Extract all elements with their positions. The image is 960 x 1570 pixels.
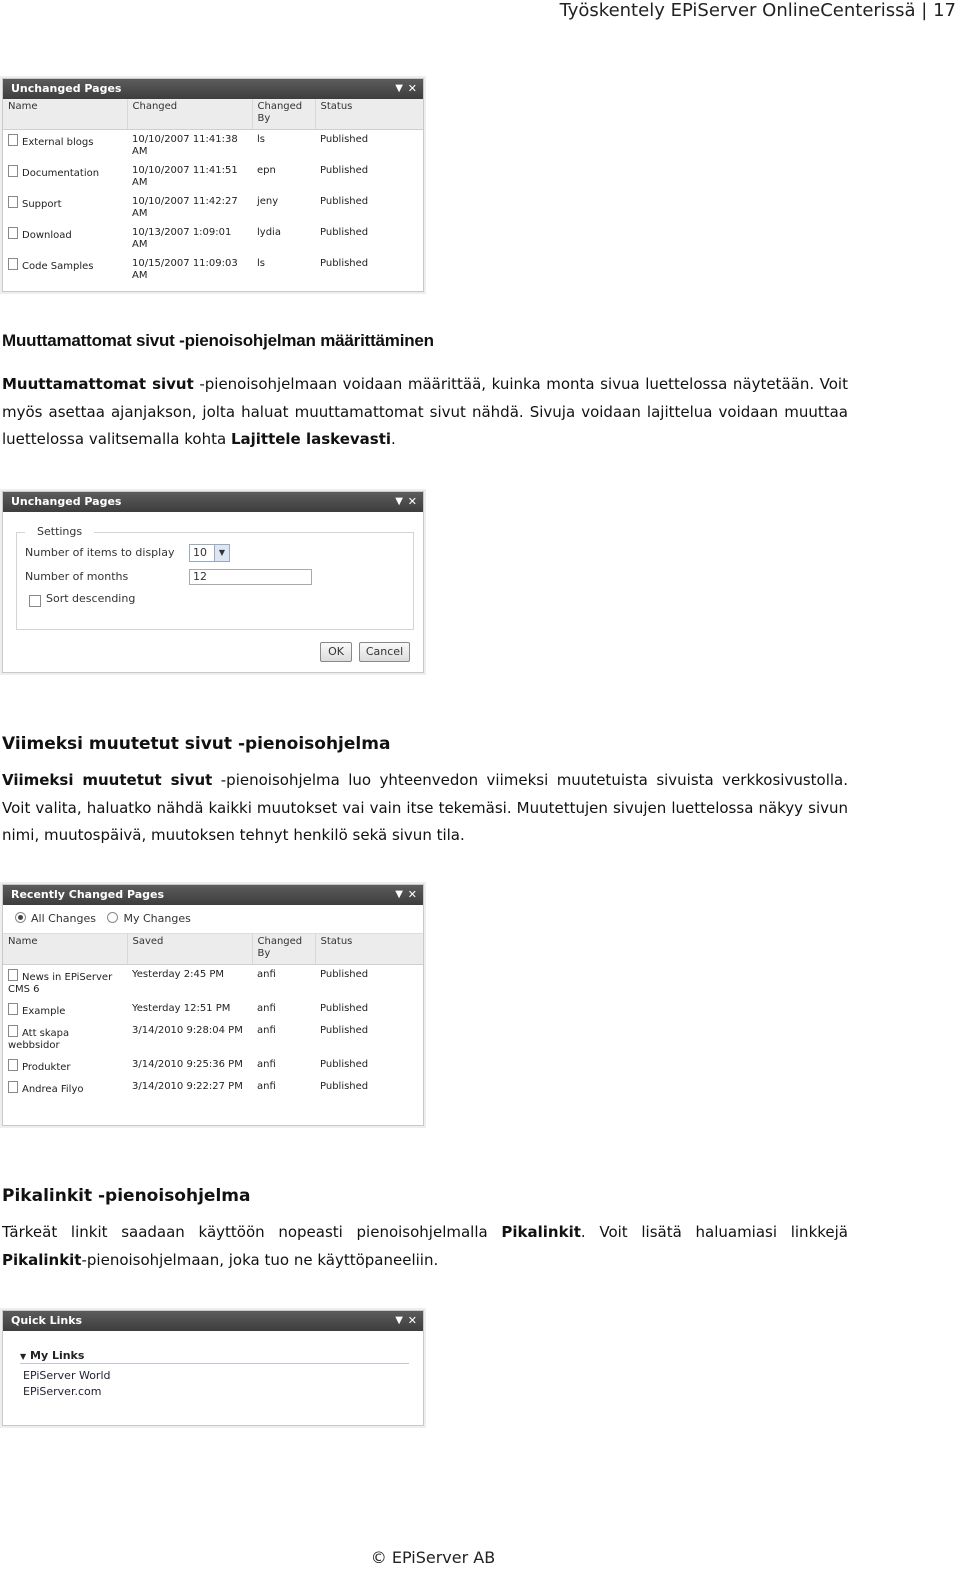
cell-name[interactable] (3, 1077, 127, 1099)
cell-name-text: External blogs (22, 137, 94, 148)
table-row[interactable] (3, 1077, 423, 1099)
cell-status (315, 1021, 423, 1055)
paragraph-text: -pienoisohjelma luo yhteenvedon viimeksi muutetuista sivuista verkkosivustolla. Voit valita, haluatko nähdä kaikki muutokset vai vain itse tekemäsi. Muutettujen sivujen luettelossa näkyy sivun nimi, muutospäivä, muutoksen tehnyt henkilö sekä sivun tila. (2, 771, 849, 844)
column-header-saved[interactable]: Saved (127, 934, 252, 965)
table-row[interactable] (3, 161, 423, 192)
cell-changed-text: 10/10/2007 11:41:38 AM (132, 134, 238, 157)
column-header-changed-by[interactable]: Changed By (252, 934, 315, 965)
items-label: Number of items to display (25, 546, 175, 559)
cell-changed-by (252, 1055, 315, 1077)
table-row[interactable] (3, 999, 423, 1021)
cell-changed-text: 3/14/2010 9:28:04 PM (132, 1025, 243, 1036)
page-icon (8, 196, 18, 208)
table-row[interactable] (3, 192, 423, 223)
section-title: Pikalinkit -pienoisohjelma (2, 1186, 251, 1206)
cell-status (315, 1077, 423, 1099)
quick-links-widget (2, 1310, 424, 1426)
my-changes-radio[interactable] (107, 912, 118, 923)
page-icon (8, 969, 18, 981)
table-row[interactable] (3, 223, 423, 254)
cell-changed (127, 254, 252, 285)
paragraph-text: Tärkeät linkit saadaan käyttöön nopeasti pienoisohjelmalla (2, 1223, 502, 1241)
cell-status (315, 965, 423, 1000)
cell-name-text: Support (22, 199, 62, 210)
page-icon (8, 1025, 18, 1037)
cell-changed (127, 130, 252, 162)
cell-name-text: Download (22, 230, 72, 241)
my-links-label: My Links (30, 1349, 85, 1362)
chevron-down-icon[interactable]: ▼ (395, 1315, 403, 1326)
page-icon (8, 134, 18, 146)
close-icon[interactable]: ✕ (407, 495, 417, 508)
cell-changed-by-text: ls (257, 134, 265, 145)
cell-status (315, 161, 423, 192)
cell-name[interactable] (3, 161, 127, 192)
column-header-changed[interactable]: Changed (127, 99, 252, 130)
paragraph-bold: Pikalinkit (501, 1223, 581, 1241)
cell-changed-text: 10/13/2007 1:09:01 AM (132, 227, 232, 250)
cell-changed (127, 223, 252, 254)
cell-name-text: News in EPiServer CMS 6 (8, 972, 113, 995)
paragraph-bold: Muuttamattomat sivut (2, 375, 194, 393)
close-icon[interactable]: ✕ (407, 1314, 417, 1327)
cell-name[interactable] (3, 192, 127, 223)
cell-changed-by-text: ls (257, 258, 265, 269)
divider (20, 1363, 409, 1364)
cell-changed-by-text: epn (257, 165, 276, 176)
items-select-value: 10 (193, 546, 207, 559)
page-footer: © EPiServer AB (370, 1548, 496, 1567)
page-icon (8, 1081, 18, 1093)
triangle-down-icon: ▼ (20, 1352, 27, 1361)
cell-changed-by (252, 130, 315, 162)
cell-status (315, 192, 423, 223)
cell-name-text: Andrea Filyo (22, 1084, 84, 1095)
cell-changed-by-text: lydia (257, 227, 281, 238)
pages-table (3, 934, 423, 1099)
cell-changed-by (252, 1077, 315, 1099)
cell-name[interactable] (3, 254, 127, 285)
all-changes-label: All Changes (31, 912, 96, 925)
sort-descending-checkbox[interactable] (29, 595, 41, 607)
page-icon (8, 258, 18, 270)
widget-title: Recently Changed Pages (11, 888, 165, 901)
paragraph-text: . (391, 430, 396, 448)
close-icon[interactable]: ✕ (407, 82, 417, 95)
cell-changed (127, 1077, 252, 1099)
cell-changed (127, 965, 252, 1000)
table-row[interactable] (3, 1055, 423, 1077)
cell-name-text: Code Samples (22, 261, 94, 272)
cell-changed-by (252, 223, 315, 254)
months-label: Number of months (25, 570, 129, 583)
cell-name[interactable] (3, 1021, 127, 1055)
cell-status-text: Published (320, 196, 369, 207)
cell-changed-by-text: anfi (257, 1025, 276, 1036)
cell-status-text: Published (320, 969, 369, 980)
recently-changed-pages-widget (2, 884, 424, 1126)
column-header-status[interactable]: Status (315, 934, 423, 965)
cell-name-text: Documentation (22, 168, 100, 179)
filter-radio-group (3, 905, 423, 934)
cell-changed-text: 10/10/2007 11:41:51 AM (132, 165, 238, 188)
cell-status (315, 1055, 423, 1077)
cell-status-text: Published (320, 258, 369, 269)
table-row[interactable] (3, 254, 423, 285)
settings-legend: Settings (25, 525, 94, 538)
cell-changed-text: 3/14/2010 9:22:27 PM (132, 1081, 243, 1092)
cell-status (315, 130, 423, 162)
cell-status-text: Published (320, 1025, 369, 1036)
cell-changed-text: 3/14/2010 9:25:36 PM (132, 1059, 243, 1070)
section-title: Muuttamattomat sivut -pienoisohjelman määrittäminen (2, 331, 434, 350)
column-header-name[interactable]: Name (3, 934, 127, 965)
cell-changed-by-text: jeny (257, 196, 279, 207)
unchanged-pages-widget (2, 78, 424, 292)
cell-name[interactable] (3, 999, 127, 1021)
my-changes-label: My Changes (123, 912, 191, 925)
cell-status-text: Published (320, 227, 369, 238)
chevron-down-icon: ▼ (214, 545, 229, 561)
widget-title: Unchanged Pages (11, 82, 122, 95)
table-row[interactable] (3, 1021, 423, 1055)
page-icon (8, 227, 18, 239)
paragraph-bold: Lajittele laskevasti (230, 430, 392, 448)
column-header-name[interactable]: Name (3, 99, 127, 130)
cancel-button[interactable]: Cancel (359, 642, 410, 662)
cell-status-text: Published (320, 1003, 369, 1014)
cell-changed-text: Yesterday 2:45 PM (132, 969, 225, 980)
widget-titlebar (3, 1311, 423, 1331)
page-icon (8, 1003, 18, 1015)
items-select[interactable] (189, 544, 230, 562)
paragraph-text: -pienoisohjelmaan, joka tuo ne käyttöpaneeliin. (81, 1250, 439, 1269)
quick-link[interactable]: EPiServer World (23, 1369, 111, 1382)
cell-changed-by-text: anfi (257, 969, 276, 980)
paragraph (2, 767, 848, 850)
cell-status (315, 999, 423, 1021)
page-icon (8, 1059, 18, 1071)
cell-status (315, 254, 423, 285)
chevron-down-icon[interactable]: ▼ (395, 889, 403, 900)
cell-changed-by-text: anfi (257, 1081, 276, 1092)
pages-table (3, 99, 423, 285)
cell-changed (127, 192, 252, 223)
cell-name[interactable] (3, 223, 127, 254)
cell-changed (127, 1055, 252, 1077)
paragraph (2, 1219, 848, 1274)
cell-status-text: Published (320, 165, 369, 176)
paragraph-bold: Viimeksi muutetut sivut (2, 771, 213, 789)
widget-titlebar (3, 885, 423, 905)
paragraph-bold: Pikalinkit (2, 1250, 82, 1269)
column-header-status[interactable]: Status (315, 99, 423, 130)
cell-changed-by-text: anfi (257, 1059, 276, 1070)
cell-changed-by (252, 161, 315, 192)
sort-descending-label: Sort descending (46, 592, 136, 605)
cell-name[interactable] (3, 1055, 127, 1077)
ok-button[interactable]: OK (320, 642, 352, 662)
cell-name[interactable] (3, 965, 127, 1000)
cell-changed (127, 999, 252, 1021)
quick-link[interactable]: EPiServer.com (23, 1385, 102, 1398)
chevron-down-icon[interactable]: ▼ (395, 496, 403, 507)
chevron-down-icon[interactable]: ▼ (395, 83, 403, 94)
widget-title: Quick Links (11, 1314, 83, 1327)
cell-status-text: Published (320, 1059, 369, 1070)
cell-changed-text: 10/15/2007 11:09:03 AM (132, 258, 238, 281)
cell-changed-by (252, 965, 315, 1000)
cell-name-text: Example (22, 1006, 66, 1017)
cell-changed-by (252, 192, 315, 223)
widget-titlebar (3, 492, 423, 512)
all-changes-radio[interactable] (15, 912, 26, 923)
cell-status-text: Published (320, 1081, 369, 1092)
widget-title: Unchanged Pages (11, 495, 122, 508)
cell-name-text: Produkter (22, 1062, 71, 1073)
close-icon[interactable]: ✕ (407, 888, 417, 901)
section-title: Viimeksi muutetut sivut -pienoisohjelma (2, 734, 391, 754)
cell-status-text: Published (320, 134, 369, 145)
column-header-changed-by[interactable]: Changed By (252, 99, 315, 130)
table-row[interactable] (3, 130, 423, 162)
cell-changed-by (252, 999, 315, 1021)
cell-changed-by-text: anfi (257, 1003, 276, 1014)
table-row[interactable] (3, 965, 423, 1000)
cell-changed-by (252, 254, 315, 285)
paragraph-text: -pienoisohjelmaan voidaan määrittää, kuinka monta sivua luettelossa näytetään. Voit myös asettaa ajanjakson, jolta haluat muuttamattomat sivut nähdä. Sivuja voidaan lajittelua voidaan muuttaa luettelossa valitsemalla kohta (2, 375, 848, 448)
table-header-row (3, 934, 423, 965)
cell-changed (127, 1021, 252, 1055)
cell-name[interactable] (3, 130, 127, 162)
page-header: Työskentely EPiServer OnlineCenterissä | 17 (559, 0, 956, 21)
cell-status (315, 223, 423, 254)
cell-name-text: Att skapa webbsidor (8, 1028, 70, 1051)
unchanged-pages-settings-widget (2, 491, 424, 673)
paragraph-text: . Voit lisätä haluamiasi linkkejä (580, 1223, 848, 1241)
paragraph (2, 371, 848, 454)
widget-titlebar (3, 79, 423, 99)
table-header-row (3, 99, 423, 130)
cell-changed (127, 161, 252, 192)
page-icon (8, 165, 18, 177)
my-links-group-header[interactable] (20, 1349, 84, 1362)
cell-changed-text: 10/10/2007 11:42:27 AM (132, 196, 238, 219)
months-input[interactable]: 12 (189, 569, 312, 585)
cell-changed-by (252, 1021, 315, 1055)
cell-changed-text: Yesterday 12:51 PM (132, 1003, 231, 1014)
